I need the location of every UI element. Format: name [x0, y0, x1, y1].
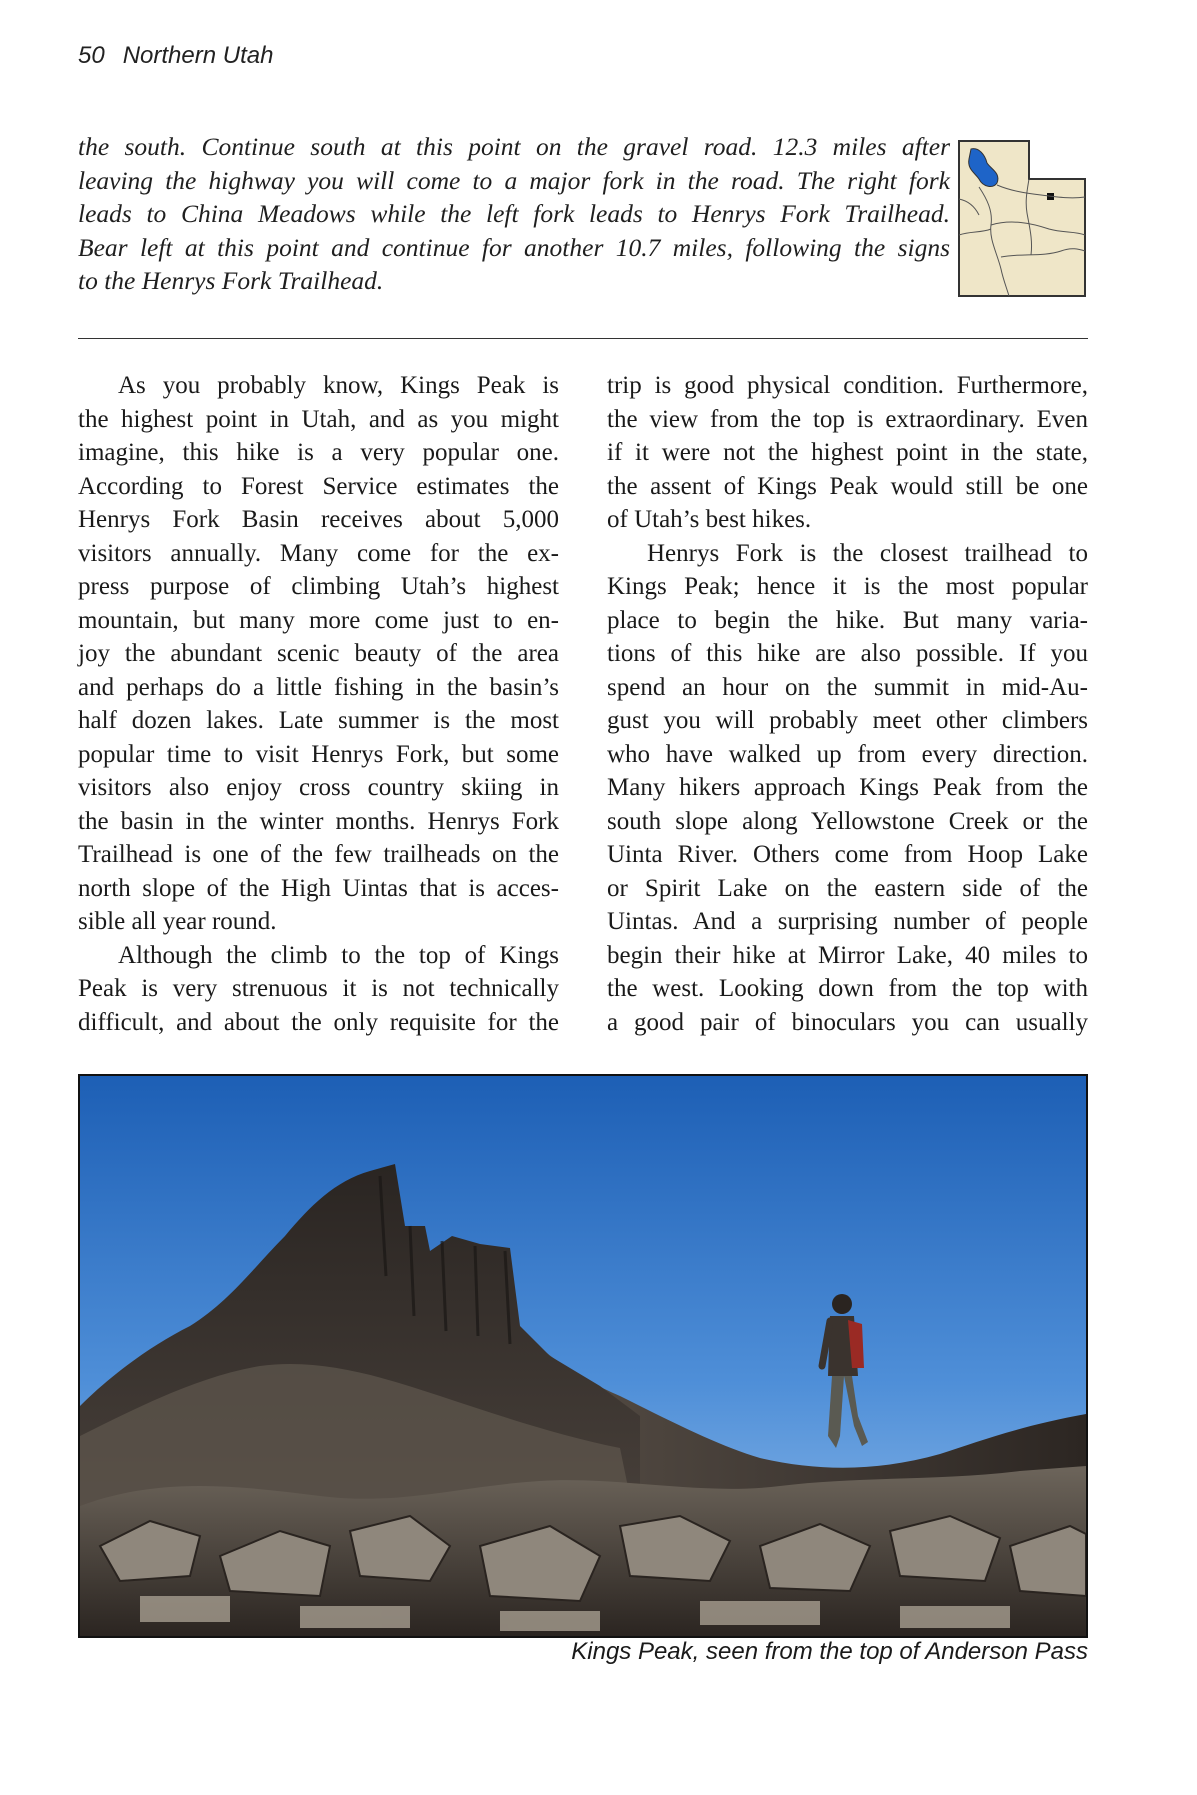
body-line: of Utah’s best hikes. [607, 506, 812, 533]
body-line: the highest point in Utah, and as you might [78, 405, 559, 433]
body-line: joy the abundant scenic beauty of the area [78, 640, 559, 667]
body-line: Uintas. And a surprising number of people [607, 908, 1088, 935]
body-line: Uinta River. Others come from Hoop Lake [607, 841, 1088, 868]
body-line: and perhaps do a little fishing in the basin’s [78, 673, 559, 701]
running-header [78, 42, 273, 70]
section-divider [78, 338, 1088, 339]
directions-line: to the Henrys Fork Trailhead. [78, 266, 384, 295]
directions-line: the south. Continue south at this point on the gravel road. 12.3 miles after [78, 132, 950, 161]
directions-line: leads to China Meadows while the left fork leads to Henrys Fork Trailhead. [78, 199, 950, 228]
body-line: As you probably know, Kings Peak is [118, 372, 559, 399]
body-line: south slope along Yellowstone Creek or the [607, 807, 1088, 835]
body-line: Peak is very strenuous it is not technically [78, 975, 559, 1002]
body-line: or Spirit Lake on the eastern side of the [607, 874, 1088, 902]
body-line: spend an hour on the summit in mid-Au- [607, 673, 1088, 701]
body-line: if it were not the highest point in the state, [607, 439, 1088, 466]
body-line: Henrys Fork is the closest trailhead to [647, 539, 1088, 567]
body-line: half dozen lakes. Late summer is the most [78, 707, 559, 734]
body-line: Henrys Fork Basin receives about 5,000 [78, 506, 559, 533]
body-line: mountain, but many more come just to en- [78, 606, 559, 634]
body-line: the view from the top is extraordinary. Even [607, 405, 1088, 433]
page-number: 50 [78, 42, 105, 69]
body-line: trip is good physical condition. Furthermore, [607, 372, 1088, 399]
directions-line: leaving the highway you will come to a major fork in the road. The right fork [78, 165, 950, 195]
body-line: difficult, and about the only requisite for the [78, 1008, 559, 1036]
body-line: north slope of the High Uintas that is acces- [78, 874, 559, 902]
body-line: press purpose of climbing Utah’s highest [78, 573, 559, 600]
body-line: tions of this hike are also possible. If you [607, 640, 1088, 667]
body-column-right [607, 369, 1088, 1039]
kings-peak-photo [78, 1074, 1088, 1638]
body-line: the west. Looking down from the top with [607, 975, 1088, 1002]
body-line: gust you will probably meet other climbers [607, 707, 1088, 734]
body-line: Trailhead is one of the few trailheads on the [78, 841, 559, 868]
body-column-left [78, 369, 559, 1039]
mountain-photo-illustration [80, 1076, 1086, 1636]
body-line: a good pair of binoculars you can usually [607, 1008, 1088, 1036]
body-line: popular time to visit Henrys Fork, but some [78, 740, 559, 768]
body-line: the basin in the winter months. Henrys Fork [78, 807, 559, 835]
photo-caption: Kings Peak, seen from the top of Anderson Pass [571, 1638, 1088, 1665]
body-line: sible all year round. [78, 908, 277, 935]
directions-line: Bear left at this point and continue for another 10.7 miles, following the signs [78, 232, 950, 262]
body-line: Many hikers approach Kings Peak from the [607, 774, 1088, 801]
body-line: the assent of Kings Peak would still be one [607, 472, 1088, 500]
body-line: who have walked up from every direction. [607, 740, 1088, 768]
body-line: imagine, this hike is a very popular one. [78, 439, 559, 466]
body-line: Kings Peak; hence it is the most popular [607, 573, 1088, 600]
body-line: Although the climb to the top of Kings [118, 941, 559, 969]
body-line: visitors annually. Many come for the ex- [78, 539, 559, 567]
body-line: begin their hike at Mirror Lake, 40 miles to [607, 941, 1088, 969]
section-title: Northern Utah [122, 42, 274, 69]
utah-locator-map-icon [957, 139, 1087, 298]
body-line: According to Forest Service estimates the [78, 472, 559, 500]
body-line: visitors also enjoy cross country skiing in [78, 774, 559, 801]
trailhead-directions [78, 130, 950, 298]
body-line: place to begin the hike. But many varia- [607, 606, 1088, 634]
